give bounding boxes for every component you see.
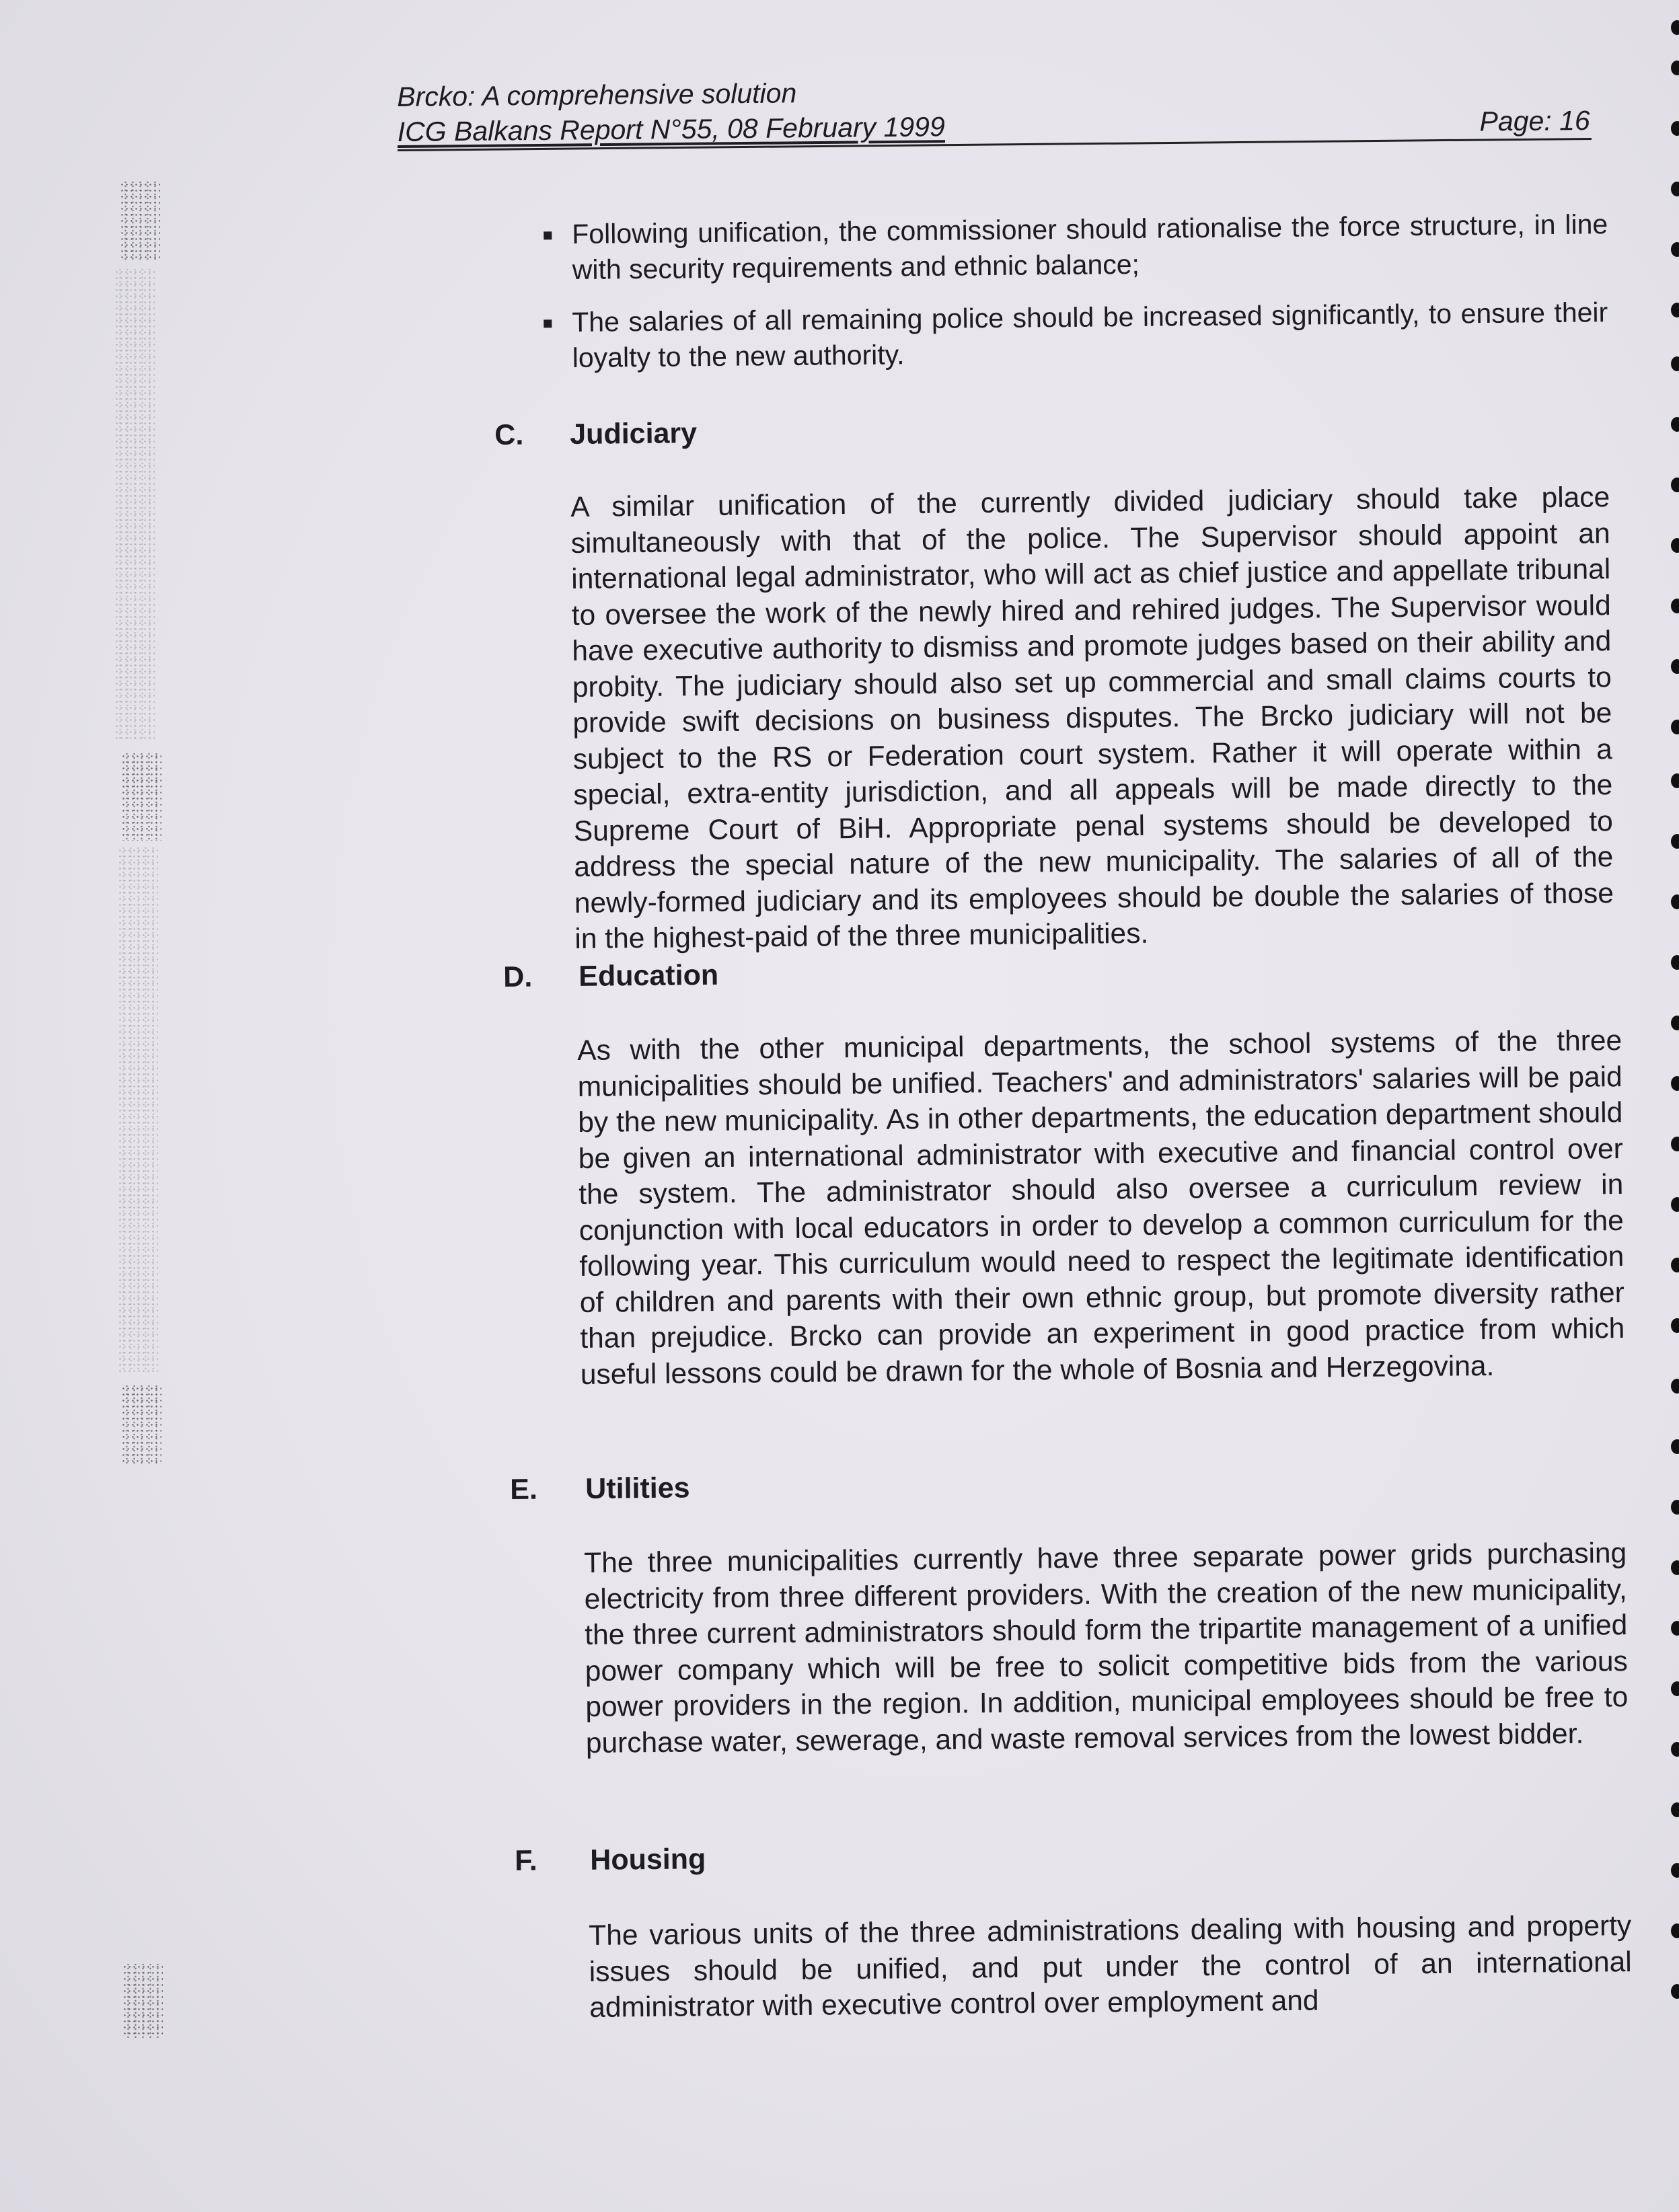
section-body-utilities: The three municipalities currently have three separate power grids purchasing electricity from three different providers. With the creation of the new municipality, the three current administrators should form the tripartite management of a unified power company which will be free to solicit competitive bids from the various power providers in the region. In addition, municipal employees should be free to purchase water, sewerage, and waste removal services from the lowest bidder.	[584, 1537, 1629, 1759]
section-body-judiciary: A similar unification of the currently divided judiciary should take place simultaneously with that of the police. The Supervisor should appoint an international legal administrator, who will act as chief justice and appellate tribunal to oversee the work of the newly hired and rehired judges. The Supervisor would have executive authority to dismiss and promote judges based on their ability and probity. The judiciary should also set up commercial and small claims courts to provide swift decisions on business disputes. The Brcko judiciary will not be subject to the RS or Federation court system. Rather it will operate within a special, extra-entity jurisdiction, and all appeals will be made directly to the Supreme Court of BiH. Appropriate penal systems should be developed to address the special nature of the new municipality. The salaries of all of the newly-formed judiciary and its employees should be double the salaries of those in the highest-paid of the three municipalities.	[570, 482, 1614, 955]
header-title: Brcko: A comprehensive solution	[397, 77, 797, 112]
page-number: Page: 16	[1479, 104, 1590, 137]
section-body-housing: The various units of the three administrations dealing with housing and property issues should be unified, and put under the control of an international administrator with executive control over employment and	[589, 1910, 1632, 2024]
section-letter: F.	[515, 1844, 537, 1877]
section-heading-education	[503, 957, 718, 995]
bullet-item: The salaries of all remaining police should be increased significantly, to ensure their loyalty to the new authority.	[572, 295, 1608, 376]
header-report: ICG Balkans Report N°55, 08 February 1999	[397, 111, 945, 147]
section-heading-housing	[515, 1841, 706, 1879]
section-letter: D.	[503, 960, 533, 993]
section-body-education: As with the other municipal departments, the school systems of the three municipalities should be unified. Teachers' and administrators' salaries will be paid by the new municipality. As in other departments, the education department should be given an international administrator with executive and financial control over the system. The administrator should also oversee a curriculum review in conjunction with local educators in order to develop a common curriculum for the following year. This curriculum would need to respect the legitimate identification of children and parents with their own ethnic group, but promote diversity rather than prejudice. Brcko can provide an experiment in good practice from which useful lessons could be drawn for the whole of Bosnia and Herzegovina.	[577, 1025, 1625, 1391]
bullet-item: Following unification, the commissioner should rationalise the force structure, in line with security requirements and ethnic balance;	[572, 206, 1608, 288]
section-title: Education	[579, 958, 719, 993]
section-heading-utilities	[510, 1470, 690, 1508]
section-title: Utilities	[585, 1472, 690, 1505]
section-title: Judiciary	[570, 417, 698, 451]
section-heading-judiciary	[494, 415, 697, 453]
section-letter: C.	[494, 418, 524, 451]
section-title: Housing	[590, 1843, 706, 1876]
section-letter: E.	[510, 1473, 538, 1506]
